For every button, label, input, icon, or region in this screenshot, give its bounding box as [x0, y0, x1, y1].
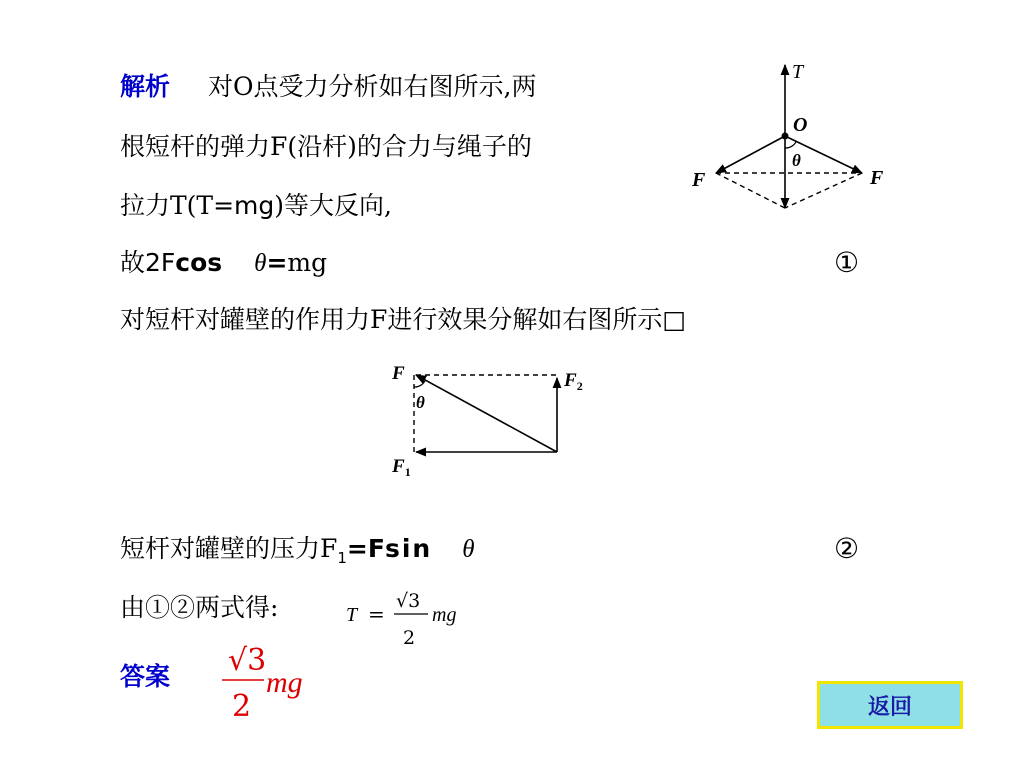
label-O: O: [793, 114, 808, 136]
eq2-theta: θ: [462, 536, 475, 563]
eq1-equals: =: [266, 248, 288, 277]
force-F-arrow: [416, 375, 557, 452]
label-F1: $F_1$: [392, 456, 411, 479]
answer-denominator: 2: [232, 689, 252, 724]
force-diagram-o: [680, 58, 910, 218]
eq1-cos: cos: [175, 248, 223, 277]
equation-1-number: ①: [834, 246, 860, 279]
eq2-sub: 1: [337, 549, 347, 567]
analysis-text-3b: =mg: [213, 191, 275, 220]
analysis-text-2: 根短杆的弹力F(沿杆)的合力与绳子的: [120, 132, 532, 161]
answer-formula: [218, 636, 328, 726]
eq1-part-a: 故2F: [120, 248, 176, 277]
dashed-right: [785, 173, 862, 208]
decomposition-diagram: [388, 358, 608, 488]
answer-numerator: √3: [228, 643, 267, 678]
angle-arc: [785, 142, 796, 148]
eq2-sin: sin: [384, 534, 433, 563]
analysis-text-7: 由①②两式得:: [120, 593, 279, 622]
eq1-mg: mg: [287, 248, 328, 277]
angle-arc-2: [414, 381, 425, 387]
analysis-text-3c: )等大反向,: [274, 191, 392, 220]
formula-T: T: [346, 604, 358, 626]
label-theta-2: θ: [416, 393, 425, 412]
formula-equals: =: [368, 602, 385, 626]
force-left-arrow: [716, 136, 785, 173]
label-F: F: [392, 363, 405, 384]
analysis-text-5: 对短杆对罐壁的作用力F进行效果分解如右图所示□: [120, 305, 686, 334]
equation-1: [120, 248, 327, 279]
equation-2: [120, 534, 474, 573]
label-theta: θ: [792, 151, 801, 170]
equation-2-number: ②: [834, 532, 860, 565]
dashed-left: [716, 173, 785, 208]
label-F2: $F_2$: [564, 370, 583, 393]
answer-label: 答案: [120, 662, 171, 691]
label-T: T: [792, 61, 804, 83]
eq2-part-a: 短杆对罐壁的压力F: [120, 534, 338, 563]
label-F-left: F: [692, 169, 706, 191]
analysis-text-1: 对O点受力分析如右图所示,两: [208, 72, 537, 101]
answer-mg: mg: [266, 666, 303, 699]
analysis-text-3a: 拉力T(T: [120, 191, 214, 220]
back-button[interactable]: 返回: [817, 681, 963, 729]
formula-mg: mg: [432, 604, 457, 626]
formula-numerator: √3: [396, 590, 421, 612]
analysis-line-1: [120, 72, 536, 102]
analysis-label: 解析: [120, 72, 171, 101]
point-o: [782, 133, 789, 140]
label-F-right: F: [870, 167, 884, 189]
formula-denominator: 2: [403, 627, 416, 649]
eq1-theta: θ: [254, 250, 267, 277]
analysis-line-7: [120, 593, 278, 623]
analysis-line-3: [120, 191, 392, 221]
analysis-line-5: [120, 305, 686, 335]
analysis-line-2: [120, 132, 532, 162]
eq2-part-b: =F: [346, 534, 385, 563]
answer-line: [120, 662, 170, 692]
result-formula: [340, 582, 470, 652]
